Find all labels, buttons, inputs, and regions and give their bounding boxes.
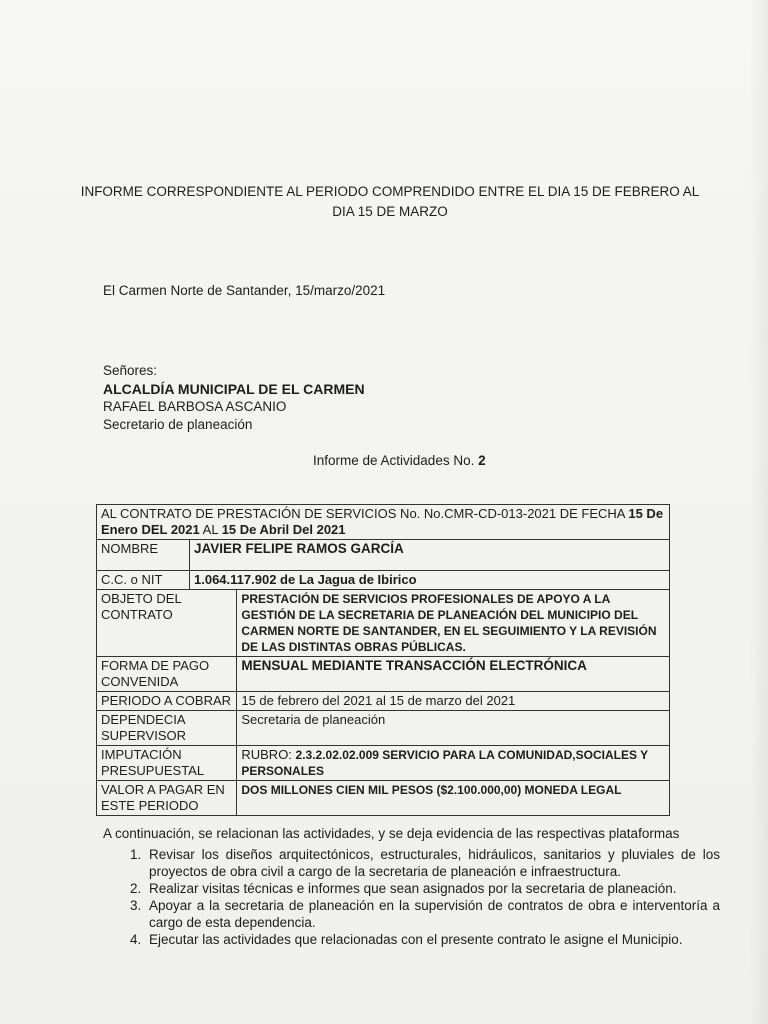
amount-row	[97, 781, 670, 816]
supervisor-value: Secretaria de planeación	[237, 711, 670, 746]
place-date: El Carmen Norte de Santander, 15/marzo/2021	[103, 283, 386, 298]
object-row	[97, 590, 670, 657]
greeting: Señores:	[103, 363, 158, 378]
activity-item: 4. Ejecutar las actividades que relacionadas con el presente contrato le asigne el Municipio.	[145, 931, 720, 948]
addressee-block	[103, 362, 365, 434]
amount-value: DOS MILLONES CIEN MIL PESOS ($2.100.000,00) MONEDA LEGAL	[237, 781, 670, 816]
organization-name: ALCALDÍA MUNICIPAL DE EL CARMEN	[103, 381, 365, 397]
amount-label: VALOR A PAGAR EN ESTE PERIODO	[97, 781, 237, 816]
activities-list	[103, 846, 720, 948]
budget-prefix: RUBRO:	[241, 747, 296, 762]
report-number-label: Informe de Actividades No.	[313, 453, 475, 468]
addressee-name: RAFAEL BARBOSA ASCANIO	[103, 399, 287, 414]
contract-table	[96, 504, 670, 816]
name-row	[97, 540, 670, 571]
id-row	[97, 571, 670, 590]
id-value: 1.064.117.902 de La Jagua de Ibirico	[190, 571, 670, 590]
payment-form-row	[97, 657, 670, 692]
object-label: OBJETO DEL CONTRATO	[97, 590, 237, 657]
report-title	[80, 182, 700, 222]
activity-item: 2. Realizar visitas técnicas e informes que sean asignados por la secretaria de planeación.	[145, 880, 720, 897]
budget-row	[97, 746, 670, 781]
activity-item: 3. Apoyar a la secretaria de planeación en la supervisión de contratos de obra e interventoría a cargo de esta dependencia.	[145, 897, 720, 931]
payment-form-value: MENSUAL MEDIANTE TRANSACCIÓN ELECTRÓNICA	[237, 657, 670, 692]
period-label: PERIODO A COBRAR	[97, 692, 237, 711]
activities-intro: A continuación, se relacionan las actividades, y se deja evidencia de las respectivas plataformas	[103, 826, 680, 841]
contract-start-date: 15 De Enero DEL 2021	[101, 506, 664, 537]
budget-label: IMPUTACIÓN PRESUPUESTAL	[97, 746, 237, 781]
title-line-1: INFORME CORRESPONDIENTE AL PERIODO COMPRENDIDO ENTRE EL DIA 15 DE FEBRERO AL	[80, 184, 700, 199]
id-label: C.C. o NIT	[97, 571, 190, 590]
budget-value-cell	[237, 746, 670, 781]
scan-edge	[750, 0, 768, 1024]
contract-end-date: 15 De Abril Del 2021	[221, 522, 346, 537]
supervisor-label: DEPENDECIA SUPERVISOR	[97, 711, 237, 746]
report-number	[313, 453, 486, 468]
activity-item: 1. Revisar los diseños arquitectónicos, estructurales, hidráulicos, sanitarios y pluviales de los proyectos de obra civil a cargo de la secretaria de planeación e infraestructura.	[145, 846, 720, 880]
name-label: NOMBRE	[97, 540, 190, 571]
payment-form-label: FORMA DE PAGO CONVENIDA	[97, 657, 237, 692]
period-row	[97, 692, 670, 711]
budget-value: 2.3.2.02.02.009 SERVICIO PARA LA COMUNIDAD,SOCIALES Y PERSONALES	[241, 748, 648, 778]
object-value: PRESTACIÓN DE SERVICIOS PROFESIONALES DE APOYO A LA GESTIÓN DE LA SECRETARIA DE PLANEACIÓN DEL MUNICIPIO DEL CARMEN NORTE DE SANTANDER, EN EL SEGUIMIENTO Y LA REVISIÓN DE LAS DISTINTAS OBRAS PÚBLICAS.	[237, 590, 670, 657]
contract-header-text: AL CONTRATO DE PRESTACIÓN DE SERVICIOS No. No.CMR-CD-013-2021 DE FECHA	[101, 506, 629, 521]
report-number-value: 2	[478, 453, 486, 468]
name-value: JAVIER FELIPE RAMOS GARCÍA	[190, 540, 670, 571]
contract-header-row	[97, 505, 670, 540]
contract-header-al: AL	[199, 522, 222, 537]
addressee-position: Secretario de planeación	[103, 417, 253, 432]
title-line-2: DIA 15 DE MARZO	[332, 204, 448, 219]
contract-header-cell	[97, 505, 670, 540]
period-value: 15 de febrero del 2021 al 15 de marzo del 2021	[237, 692, 670, 711]
supervisor-row	[97, 711, 670, 746]
